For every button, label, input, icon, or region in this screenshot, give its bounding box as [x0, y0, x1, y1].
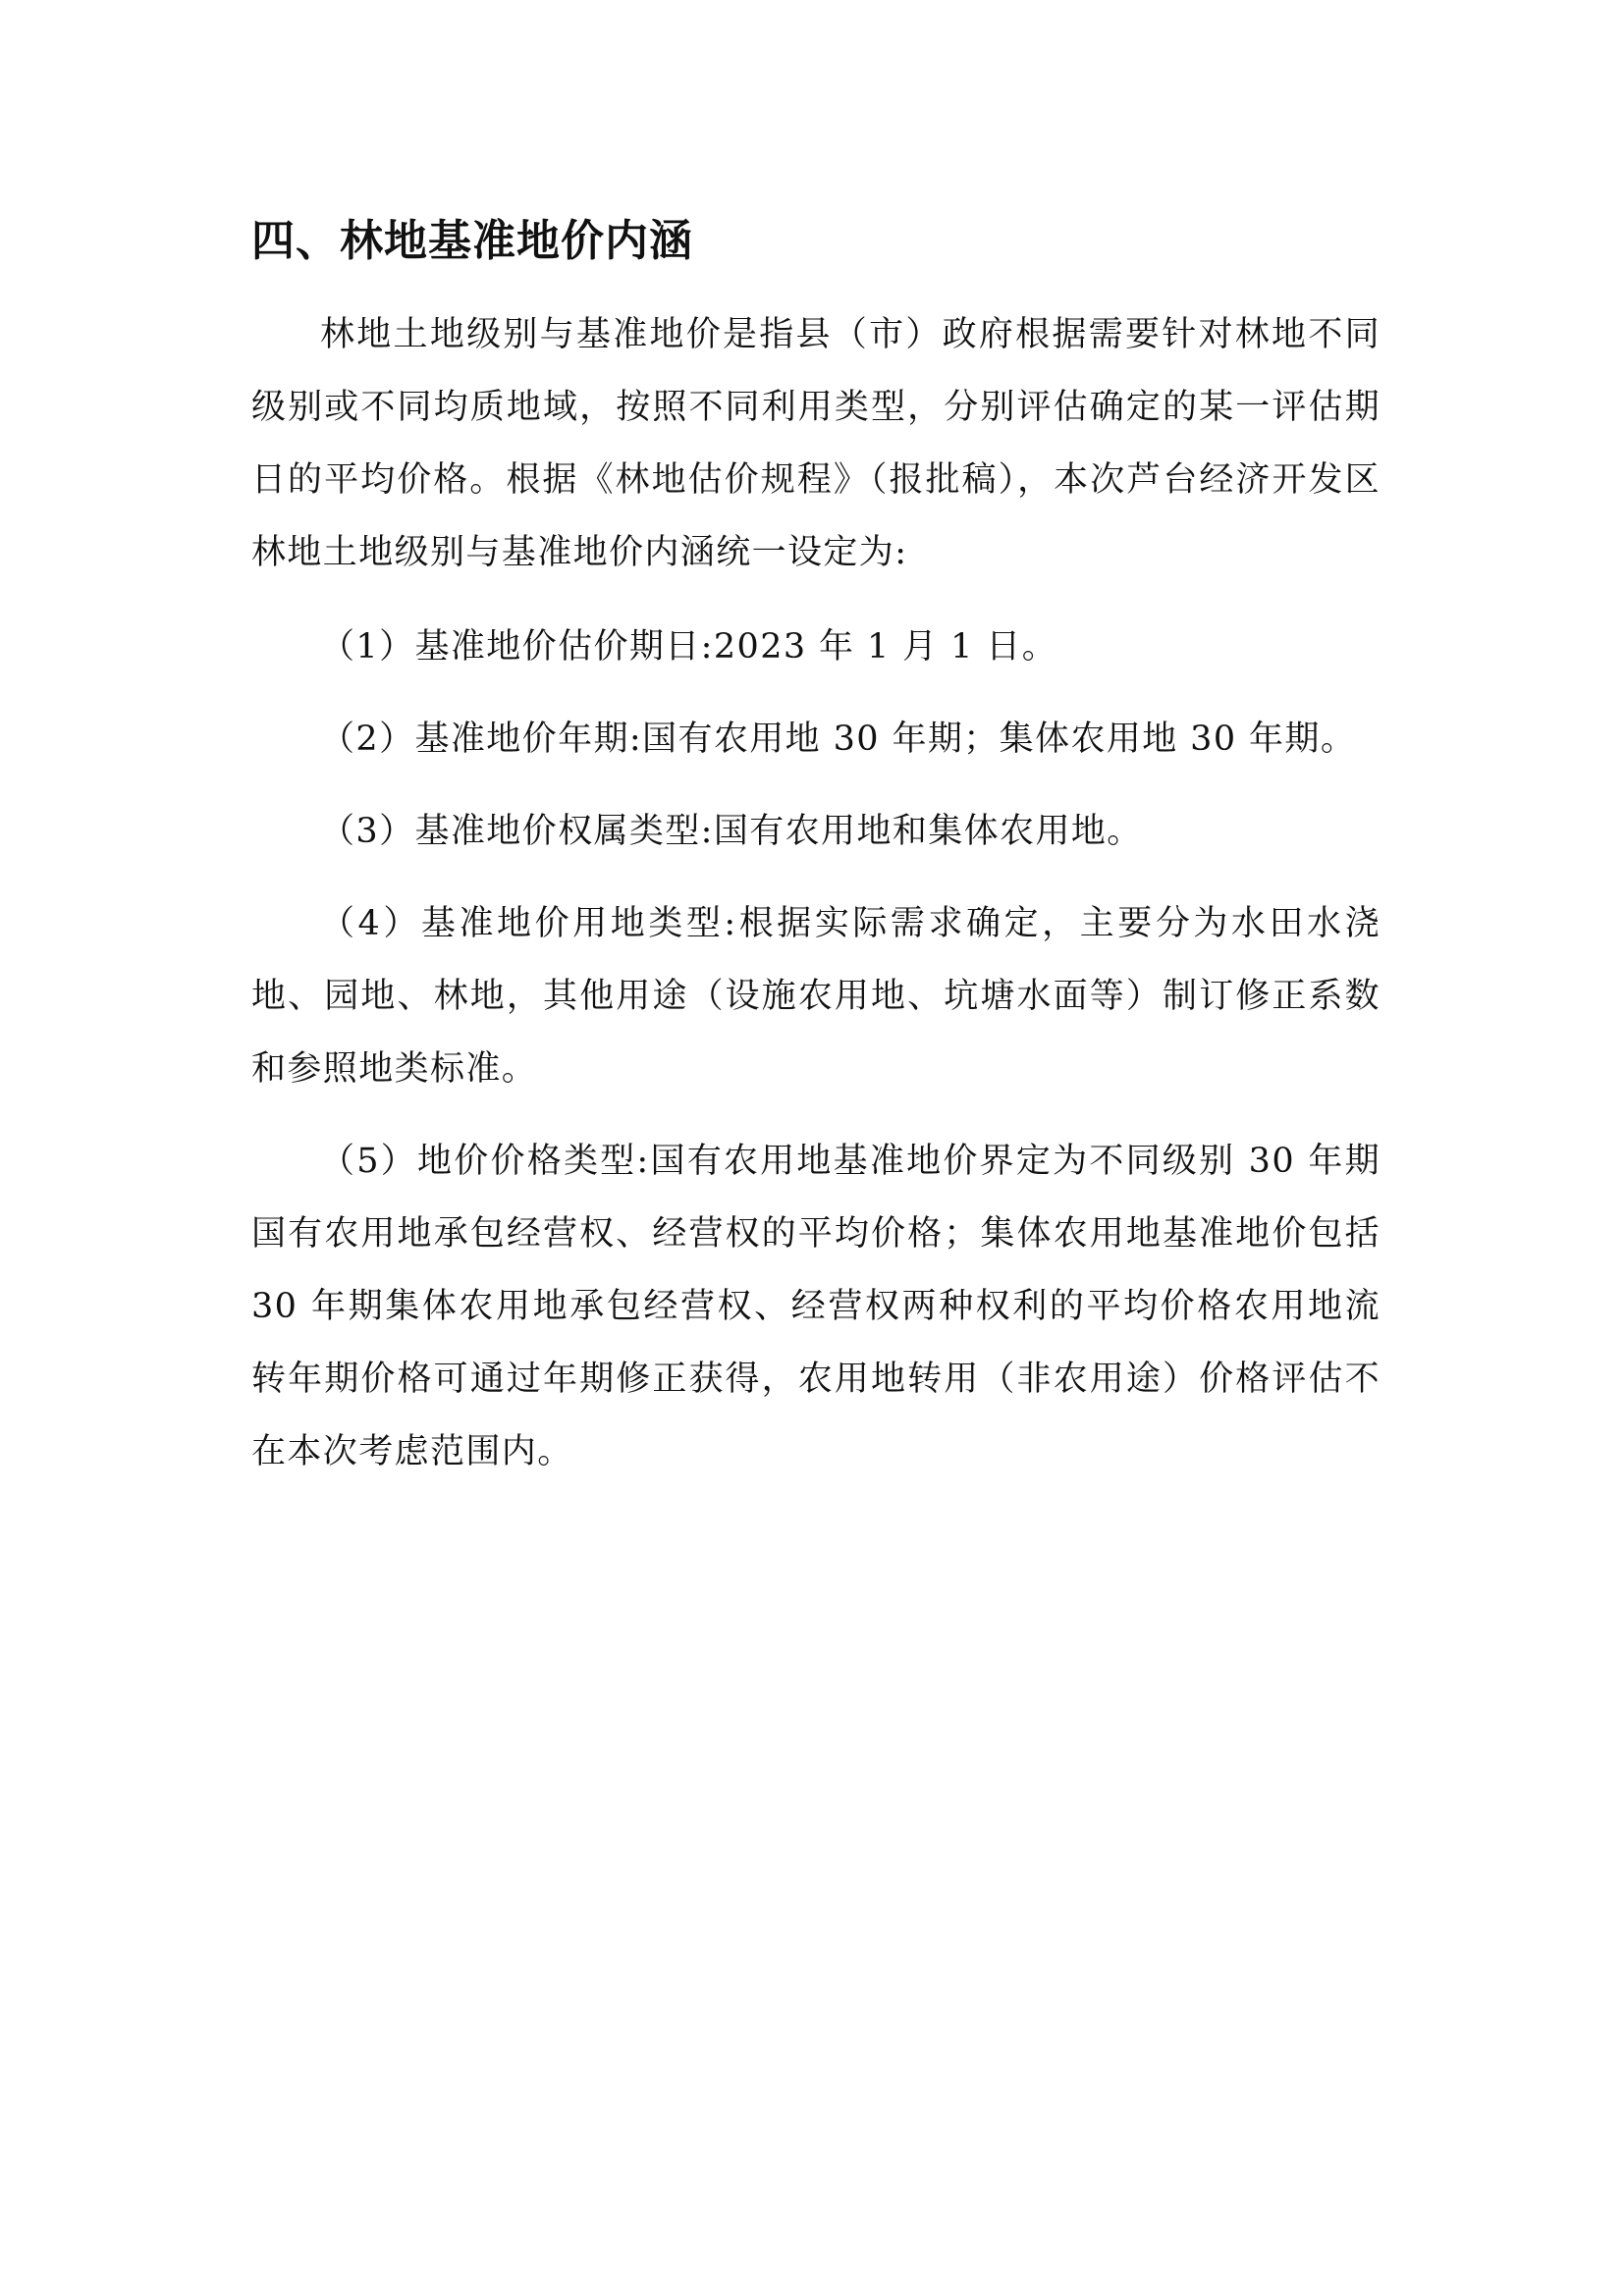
document-body — [251, 187, 1380, 1508]
intro-paragraph: 林地土地级别与基准地价是指县（市）政府根据需要针对林地不同级别或不同均质地域，按照不同利用类型，分别评估确定的某一评估期日的平均价格。根据《林地估价规程》（报批稿），本次芦台经济开发区林地土地级别与基准地价内涵统一设定为: — [251, 315, 1380, 572]
item-price-type: （5）地价价格类型:国有农用地基准地价界定为不同级别 30 年期国有农用地承包经营权、经营权的平均价格；集体农用地基准地价包括 30 年期集体农用地承包经营权、经营权两种权利的平均价格农用地流转年期价格可通过年期修正获得，农用地转用（非农用途）价格评估不在本次考虑范围内。 — [251, 1142, 1380, 1471]
item-land-use-type: （4）基准地价用地类型:根据实际需求确定，主要分为水田水浇地、园地、林地，其他用途（设施农用地、坑塘水面等）制订修正系数和参照地类标准。 — [251, 904, 1380, 1089]
item-ownership-type: （3）基准地价权属类型:国有农用地和集体农用地。 — [320, 812, 1143, 851]
section-heading: 四、林地基准地价内涵 — [251, 216, 693, 266]
item-land-term: （2）基准地价年期:国有农用地 30 年期；集体农用地 30 年期。 — [320, 720, 1357, 759]
item-valuation-date: （1）基准地价估价期日:2023 年 1 月 1 日。 — [320, 627, 1058, 667]
